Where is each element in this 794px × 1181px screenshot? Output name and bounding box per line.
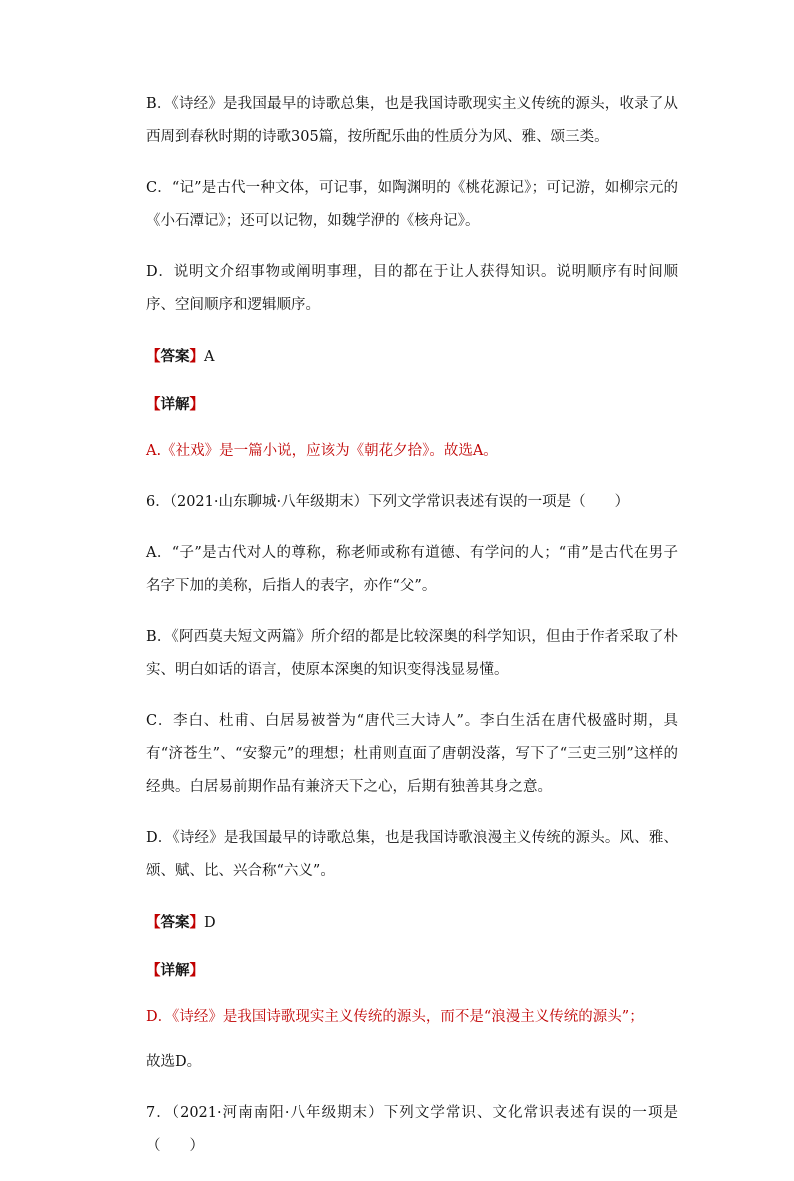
q6-option-b: B．《阿西莫夫短文两篇》所介绍的都是比较深奥的科学知识，但由于作者采取了朴实、明白如话的语言，使原本深奥的知识变得浅显易懂。 (146, 629, 678, 678)
q6-option-c: C．李白、杜甫、白居易被誉为“唐代三大诗人”。李白生活在唐代极盛时期，具有“济苍生”、“安黎元”的理想；杜甫则直面了唐朝没落，写下了“三吏三别”这样的经典。白居易前期作品有兼济天下之心，后期有独善其身之意。 (146, 713, 678, 795)
answer-label-text: 答案 (160, 914, 190, 931)
explain-bracket-open: 【 (146, 962, 161, 979)
q7-stem-text: 7．（2021·河南南阳·八年级期末）下列文学常识、文化常识表述有误的一项是 (146, 1105, 678, 1121)
q6-option-a: A．“子”是古代对人的尊称，称老师或称有道德、有学问的人；“甫”是古代在男子名字下加的美称，后指人的表字，亦作“父”。 (146, 545, 678, 594)
q5-explain-label (118, 388, 678, 421)
explain-bracket-open: 【 (146, 396, 161, 413)
q5-option-b: B．《诗经》是我国最早的诗歌总集，也是我国诗歌现实主义传统的源头，收录了从西周到春秋时期的诗歌305篇，按所配乐曲的性质分为风、雅、颂三类。 (146, 96, 678, 145)
answer-label-text: 答案 (160, 348, 190, 365)
q5-option-c: C．“记”是古代一种文体，可记事，如陶渊明的《桃花源记》；可记游，如柳宗元的《小石潭记》；还可以记物，如魏学洢的《核舟记》。 (146, 180, 678, 229)
q6-explanation: D．《诗经》是我国诗歌现实主义传统的源头，而不是“浪漫主义传统的源头”； (146, 1009, 644, 1025)
q6-conclusion: 故选D。 (146, 1054, 202, 1070)
answer-bracket-close: 】 (189, 348, 204, 365)
explain-label-text: 详解 (160, 396, 190, 413)
explain-bracket-close: 】 (189, 962, 204, 979)
q5-answer-value: A (204, 349, 215, 365)
q5-answer-label (118, 340, 678, 374)
answer-bracket-open: 【 (146, 914, 161, 931)
q6-explain-label (118, 954, 678, 987)
q6-option-d: D．《诗经》是我国最早的诗歌总集，也是我国诗歌浪漫主义传统的源头。风、雅、颂、赋、比、兴合称“六义”。 (146, 830, 678, 879)
q6-answer-label (118, 906, 678, 940)
q5-explanation: A.《社戏》是一篇小说，应该为《朝花夕拾》。故选A。 (146, 443, 498, 459)
explain-bracket-close: 】 (189, 396, 204, 413)
q7-stem (118, 1097, 678, 1163)
page-content (118, 88, 678, 1181)
answer-bracket-open: 【 (146, 348, 161, 365)
q6-answer-value: D (204, 915, 216, 931)
q6-stem: 6．（2021·山东聊城·八年级期末）下列文学常识表述有误的一项是（ ） (146, 494, 630, 510)
q7-answer-paren: （ ） (146, 1138, 204, 1154)
q5-option-d: D．说明文介绍事物或阐明事理，目的都在于让人获得知识。说明顺序有时间顺序、空间顺序和逻辑顺序。 (146, 264, 678, 313)
explain-label-text: 详解 (160, 962, 190, 979)
answer-bracket-close: 】 (189, 914, 204, 931)
